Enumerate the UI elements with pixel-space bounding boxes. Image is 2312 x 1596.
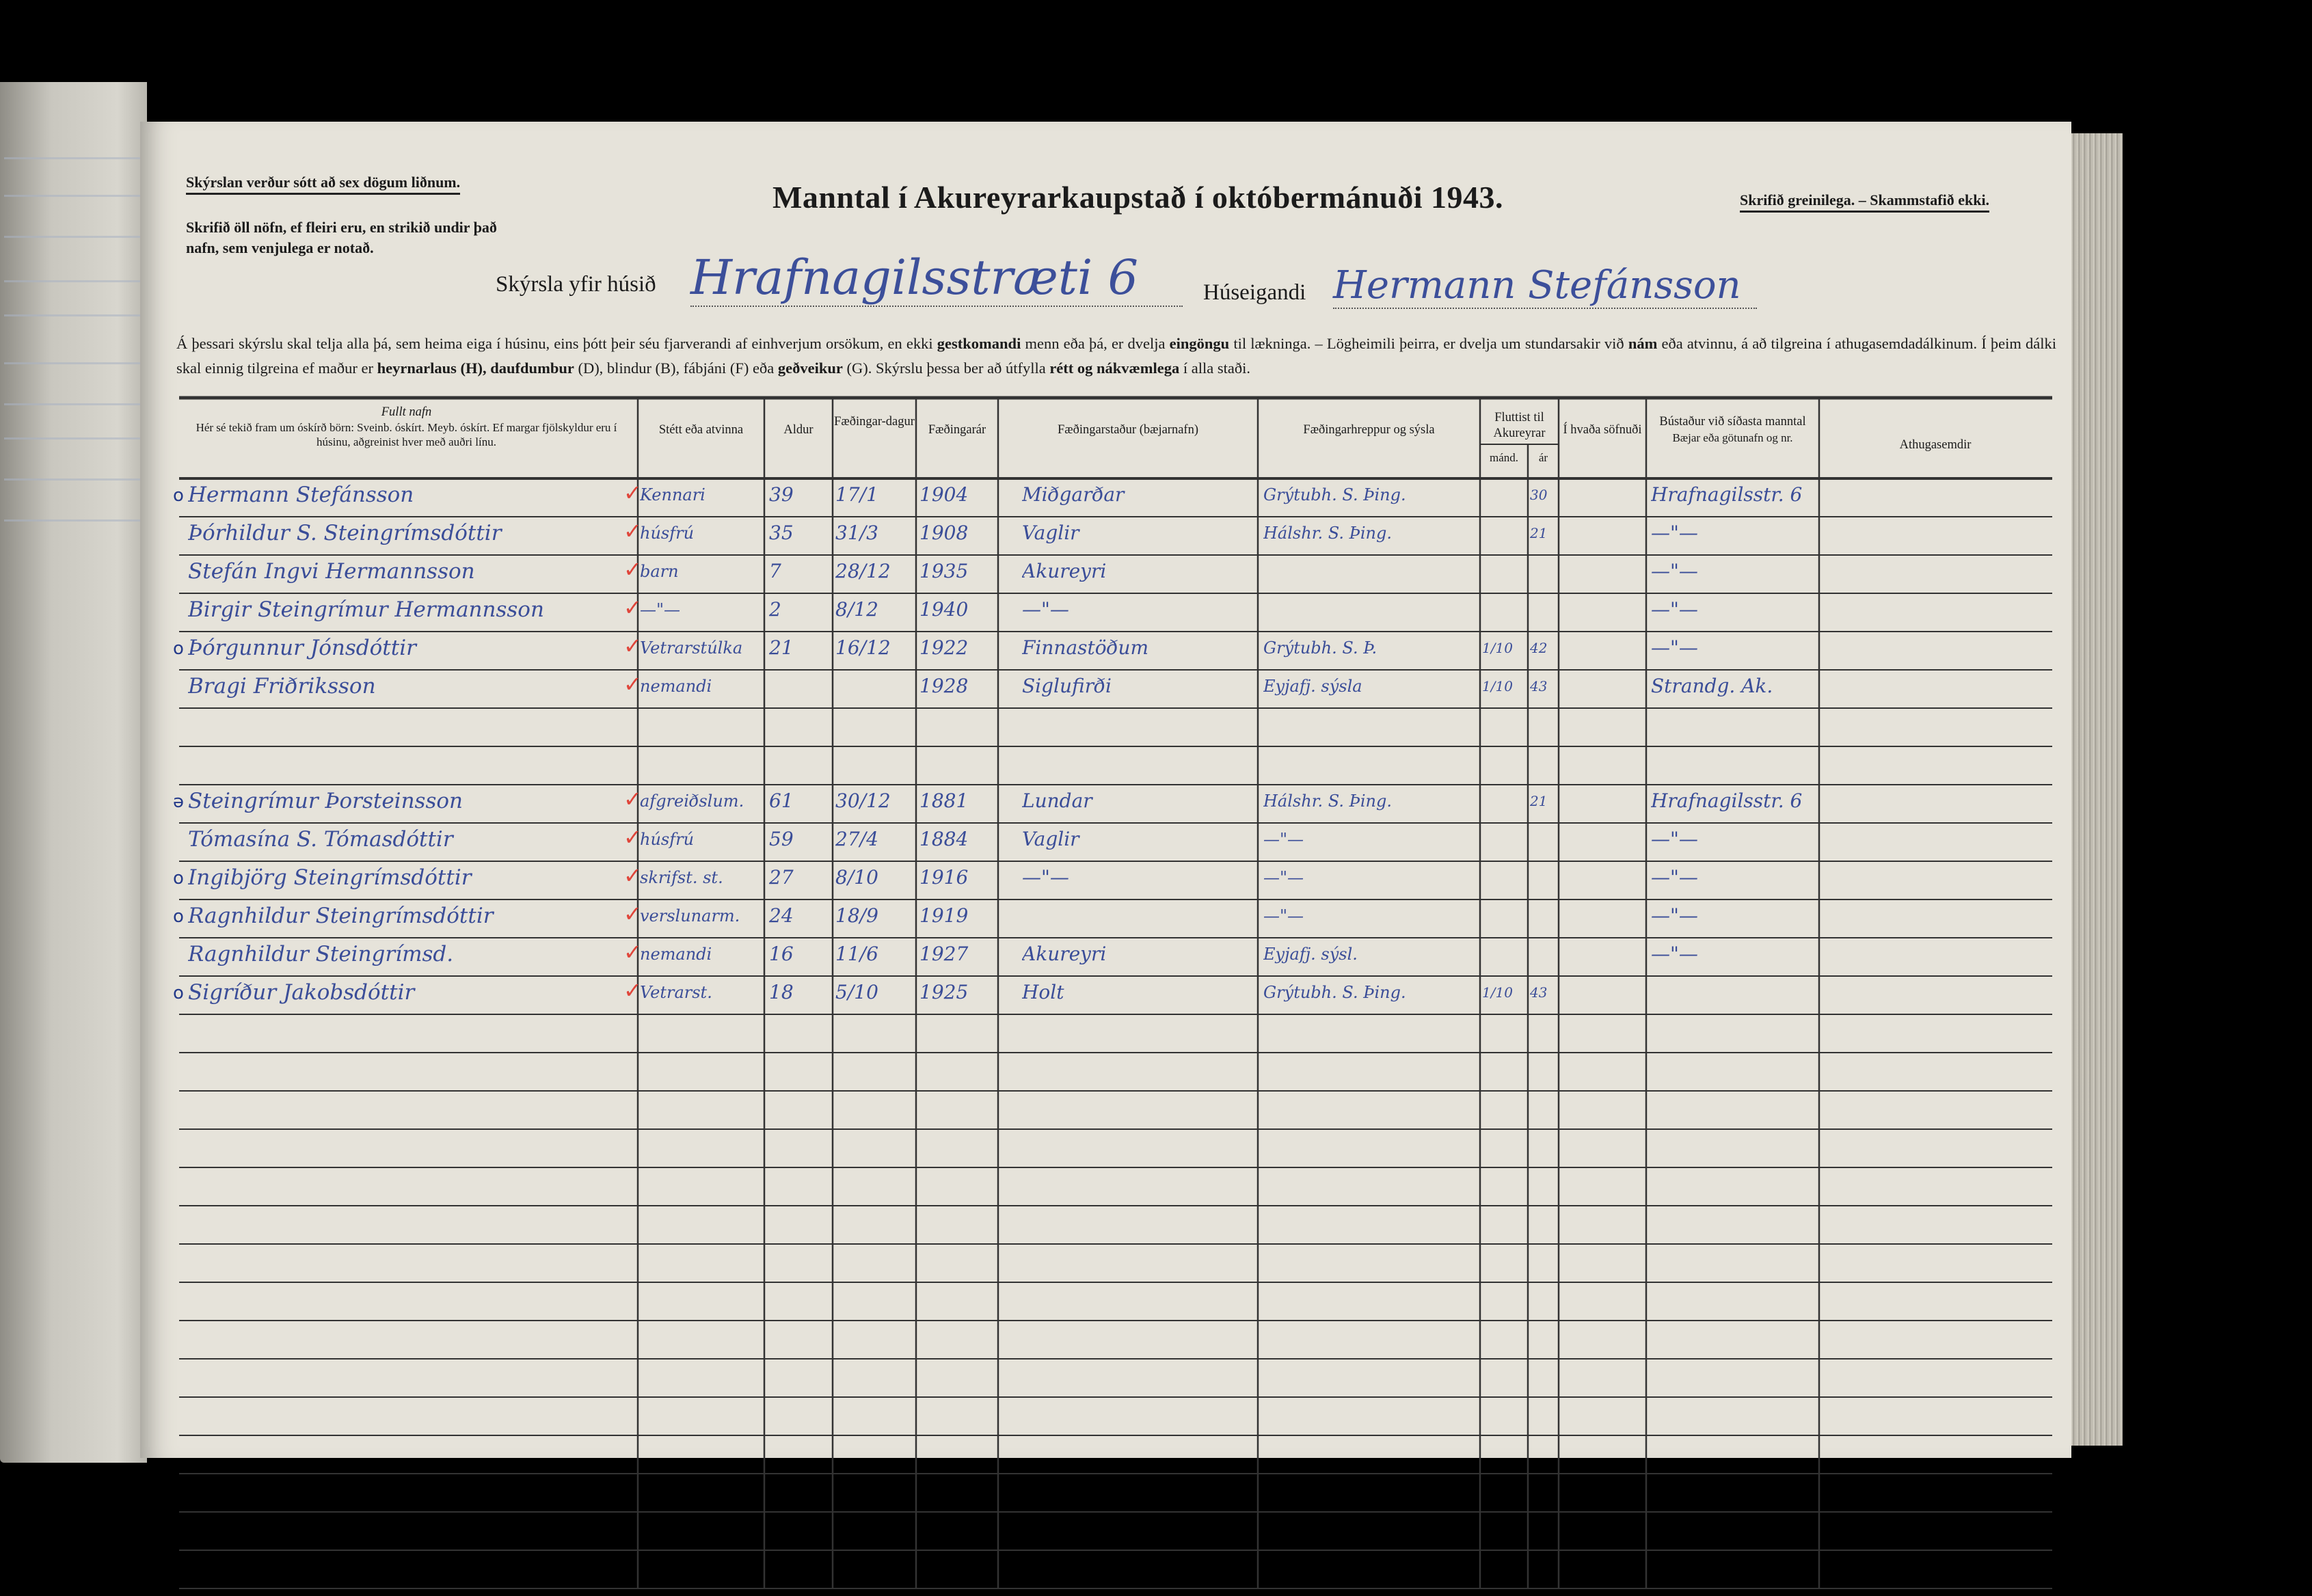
cell-occupation: húsfrú [640,524,695,543]
cell-birthplace: —"— [1022,866,1069,889]
cell-occupation: húsfrú [640,830,695,849]
col-birthyear-header: Fæðingarár [928,423,986,437]
col-parish-header: Fæðingarhreppur og sýsla [1303,423,1435,437]
cell-name: Birgir Steingrímur Hermannsson [188,597,544,622]
cell-birth-day: 17/1 [835,483,878,506]
cell-name: Tómasína S. Tómasdóttir [188,827,453,852]
col-congregation-header: Í hvaða söfnuði [1563,423,1642,437]
cell-occupation: skrifst. st. [640,868,723,887]
cell-prev: —"— [1651,560,1698,582]
check-mark-icon: ✓ [623,671,642,697]
col-birthday-header: Fæðingar-dagur [834,415,915,429]
cell-prev: —"— [1651,904,1698,927]
cell-parish: —"— [1263,868,1304,887]
cell-birth-year: 1925 [919,981,969,1003]
check-mark-icon: ✓ [623,786,642,812]
cell-birthplace: Finnastöðum [1022,636,1149,659]
cell-moved-month: 1/10 [1482,640,1513,656]
cell-prev: Hrafnagilsstr. 6 [1651,483,1803,506]
cell-name: Bragi Friðriksson [188,674,376,699]
col-occupation-header: Stétt eða atvinna [658,423,744,437]
cell-prev: —"— [1651,866,1698,889]
cell-occupation: Kennari [640,485,705,504]
cell-birthplace: Akureyri [1022,560,1107,582]
cell-parish: Hálshr. S. Þing. [1263,524,1392,543]
cell-birthplace: Vaglir [1022,828,1079,850]
row-marker: ə [173,792,184,812]
cell-moved-year: 43 [1530,678,1548,694]
cell-age: 61 [769,789,794,812]
cell-parish: Grýtubh. S. Þing. [1263,485,1406,504]
cell-name: Þórgunnur Jónsdóttir [188,636,416,660]
cell-occupation: verslunarm. [640,906,740,925]
cell-birth-day: 8/10 [835,866,878,889]
cell-birthplace: Miðgarðar [1022,483,1125,506]
cell-name: Þórhildur S. Steingrímsdóttir [188,521,502,545]
check-mark-icon: ✓ [623,633,642,659]
check-mark-icon: ✓ [623,556,642,582]
cell-moved-year: 30 [1530,487,1548,503]
cell-birth-day: 28/12 [835,560,891,582]
cell-birth-day: 11/6 [835,943,878,965]
cell-name: Stefán Ingvi Hermannsson [188,559,475,584]
cell-age: 39 [769,483,794,506]
cell-moved-year: 21 [1530,793,1548,809]
cell-age: 21 [769,636,794,659]
cell-prev: —"— [1651,828,1698,850]
cell-birth-day: 18/9 [835,904,878,927]
cell-occupation: Vetrarstúlka [640,638,743,658]
cell-age: 35 [769,522,794,544]
cell-birth-day: 16/12 [835,636,891,659]
check-mark-icon: ✓ [623,901,642,927]
cell-occupation: nemandi [640,945,712,964]
cell-age: 7 [769,560,781,582]
cell-birth-year: 1922 [919,636,969,659]
owner-label: Húseigandi [1203,280,1306,305]
cell-birthplace: Siglufirði [1022,675,1112,697]
cell-age: 27 [769,866,794,889]
cell-birth-day: 27/4 [835,828,878,850]
cell-occupation: Vetrarst. [640,983,712,1002]
check-mark-icon: ✓ [623,824,642,850]
cell-birth-year: 1927 [919,943,969,965]
row-marker: o [173,906,184,927]
cell-birthplace: Akureyri [1022,943,1107,965]
house-value: Hrafnagilsstræti 6 [690,249,1183,307]
check-mark-icon: ✓ [623,977,642,1003]
cell-birth-year: 1904 [919,483,969,506]
col-birthplace-header: Fæðingarstaður (bæjarnafn) [1057,423,1199,437]
col-remarks-header: Athugasemdir [1899,438,1972,452]
cell-parish: Eyjafj. sýsla [1263,677,1362,696]
col-age-header: Aldur [783,423,814,437]
cell-name: Ingibjörg Steingrímsdóttir [188,865,472,890]
names-notice: Skrifið öll nöfn, ef fleiri eru, en strikið undir það nafn, sem venjulega er notað. [186,219,497,256]
write-clearly-notice: Skrifið greinilega. – Skammstafið ekki. [1740,190,1989,213]
cell-prev: —"— [1651,522,1698,544]
cell-prev: Hrafnagilsstr. 6 [1651,789,1803,812]
cell-birth-year: 1881 [919,789,969,812]
cell-prev: —"— [1651,636,1698,659]
house-label: Skýrsla yfir húsið [496,272,656,297]
cell-prev: —"— [1651,943,1698,965]
cell-occupation: —"— [640,600,681,619]
cell-occupation: barn [640,562,679,581]
cell-parish: Grýtubh. S. Þ. [1263,638,1377,658]
collection-notice: Skýrslan verður sótt að sex dögum liðnum. [186,172,460,195]
cell-age: 24 [769,904,794,927]
cell-age: 2 [769,598,781,621]
cell-birthplace: Lundar [1022,789,1092,812]
cell-prev: Strandg. Ak. [1651,675,1773,697]
cell-occupation: nemandi [640,677,712,696]
cell-age: 16 [769,943,794,965]
cell-birthplace: Vaglir [1022,522,1079,544]
col-prev-residence-header: Bústaður við síðasta manntal Bæjar eða götunafn og nr. [1659,415,1806,444]
cell-moved-month: 1/10 [1482,984,1513,1001]
cell-birthplace: —"— [1022,598,1069,621]
cell-parish: —"— [1263,830,1304,849]
cell-parish: Hálshr. S. Þing. [1263,792,1392,811]
instructions-paragraph: Á þessari skýrslu skal telja alla þá, sem heima eiga í húsinu, eins þótt þeir séu fjarverandi af einhverjum orsökum, en ekki gestkomandi menn eða þá, er dvelja eingöngu til lækninga. – Lögheimili þeirra, er dvelja um stundarsakir við nám eða atvinnu, á að tilgreina í athugasemdadálkinum. Í þeim dálki skal einnig tilgreina ef maður er heyrnarlaus (H), daufdumbur (D), blindur (B), fábjáni (F) eða geðveikur (G). Skýrslu þessa ber að útfylla rétt og nákvæmlega í alla staði. [176,335,2056,377]
cell-birth-year: 1940 [919,598,969,621]
cell-birth-year: 1916 [919,866,969,889]
cell-moved-month: 1/10 [1482,678,1513,694]
page-title: Manntal í Akureyrarkaupstað í októbermánuði 1943. [772,180,1503,215]
row-marker: o [173,983,184,1003]
cell-occupation: afgreiðslum. [640,792,744,811]
cell-moved-year: 21 [1530,525,1548,541]
owner-value: Hermann Stefánsson [1333,263,1757,309]
cell-birth-day: 5/10 [835,981,878,1003]
cell-birth-year: 1884 [919,828,969,850]
cell-birth-year: 1908 [919,522,969,544]
cell-name: Ragnhildur Steingrímsd. [188,942,454,966]
col-moved-year-header: ár [1538,451,1548,464]
cell-moved-year: 42 [1530,640,1548,656]
cell-birth-day: 8/12 [835,598,878,621]
check-mark-icon: ✓ [623,595,642,621]
cell-birth-day: 30/12 [835,789,891,812]
cell-name: Steingrímur Þorsteinsson [188,789,463,813]
check-mark-icon: ✓ [623,939,642,965]
cell-age: 59 [769,828,794,850]
col-moved-header: Fluttist til Akureyrar [1493,411,1546,440]
cell-birthplace: Holt [1022,981,1064,1003]
cell-prev: —"— [1651,598,1698,621]
check-mark-icon: ✓ [623,863,642,889]
check-mark-icon: ✓ [623,480,642,506]
cell-parish: —"— [1263,906,1304,925]
cell-age: 18 [769,981,794,1003]
cell-birth-day: 31/3 [835,522,878,544]
col-name-header: Fullt nafn Hér sé tekið fram um óskírð börn: Sveinb. óskírt. Meyb. óskírt. Ef margar fjölskyldur eru í húsinu, aðgreinist hver með auðri línu. [196,405,617,448]
row-marker: o [173,485,184,506]
cell-parish: Eyjafj. sýsl. [1263,945,1358,964]
col-moved-month-header: mánd. [1489,451,1519,464]
cell-moved-year: 43 [1530,984,1548,1001]
cell-name: Ragnhildur Steingrímsdóttir [188,904,494,928]
cell-parish: Grýtubh. S. Þing. [1263,983,1406,1002]
row-marker: o [173,868,184,889]
cell-birth-year: 1928 [919,675,969,697]
cell-birth-year: 1935 [919,560,969,582]
row-marker: o [173,638,184,659]
cell-name: Sigríður Jakobsdóttir [188,980,415,1005]
cell-name: Hermann Stefánsson [188,483,414,507]
check-mark-icon: ✓ [623,518,642,544]
cell-birth-year: 1919 [919,904,969,927]
